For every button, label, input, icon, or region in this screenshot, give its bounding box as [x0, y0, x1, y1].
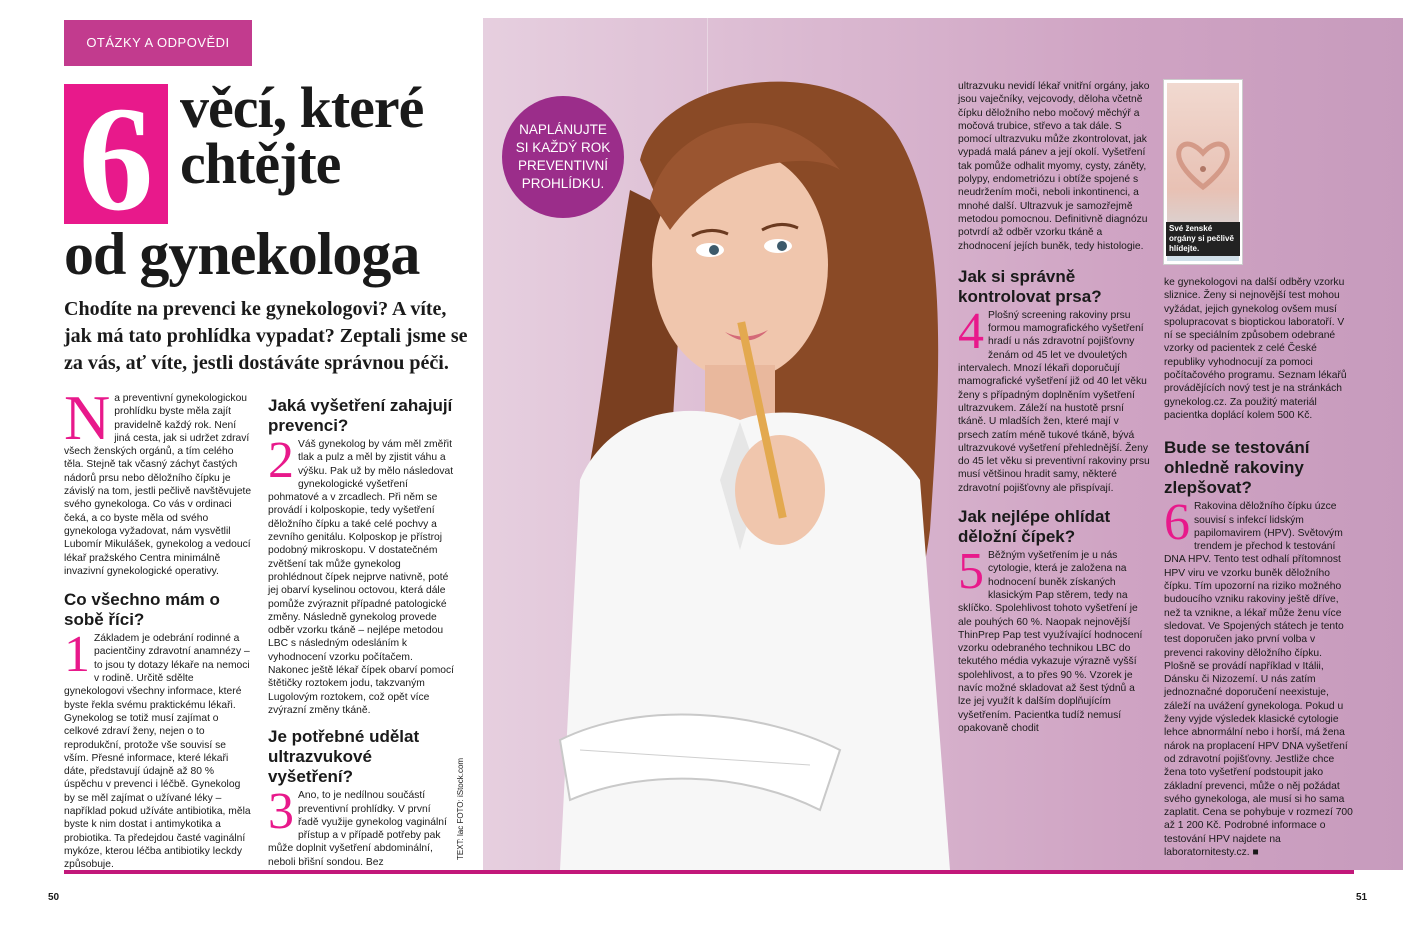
section-4-text: Plošný screening rakoviny prsu formou mamografického vyšetření hradí u nás zdravotní pojišťovny ženám od 45 let ve dvouletých intervalech. Mnozí lékaři doporučují mamografické vyšetření již od 40 let věku ženy s případným doplněním vyšetření ultrazvukem. Záleží na hustotě prsní tkáně. U mladších žen, které mají v prsech zatím méně tukové tkáně, bývá ultrazvukové vyšetření přehlednější. Ženy do 45 let věku si preventivní rakoviny prsu musí většinou hradit samy, některé zdravotní pojišťovny ale přispívají.	[958, 309, 1150, 494]
title-line-1: věcí, které chtějte	[180, 75, 424, 196]
column-4	[1164, 276, 1354, 859]
callout-text: NAPLÁNUJTE SI KAŽDÝ ROK PREVENTIVNÍ PROHLÍDKU.	[515, 122, 611, 191]
inset-caption: Své ženské orgány si pečlivě hlídejte.	[1166, 222, 1240, 256]
section-6-number: 6	[1164, 494, 1190, 552]
section-5-continued: ke gynekologovi na další odběry vzorku sliznice. Ženy si nejnovější test mohou vyžádat, jejich gynekolog ovšem musí spolupracovat s bioptickou laboratoří. V ní se speciálním způsobem odebrané vzorky od pacientek z celé České republiky vyhodnocují za pomoci počítačového programu. Seznam lékařů provádějících nový test je na stránkách gynekolog.cz. Za použitý materiál pacientka doplácí kolem 500 Kč.	[1164, 277, 1347, 421]
section-5-text: Běžným vyšetřením je u nás cytologie, která je založena na hodnocení buněk získaných klasickým Pap stěrem, tedy na sklíčko. Spolehlivost tohoto vyšetření je ale pouhých 60 %. Naopak nejnovější ThinPrep Pap test využívající hodnocení vzorku odebraného technikou LBC do tekutého média vykazuje výrazně vyšší spolehlivost, a to přes 90 %. Vzorek je navíc možné skladovat až šest týdnů a lze jej využít k dalším doplňujícím vyšetřením. Pacientka tudíž nemusí opakovaně chodit	[958, 550, 1143, 734]
section-5-heading: Jak nejlépe ohlídat děložní čípek?	[958, 507, 1111, 547]
section-2-body	[268, 432, 455, 717]
title-line-2: od gynekologa	[64, 221, 420, 287]
intro-text: a preventivní gynekologickou prohlídku byste měla zajít pravidelně každý rok. Není jiná cesta, jak si udržet zdraví všech ženských orgánů, a tím celého těla. Stejně tak včasný záchyt častých nádorů prsu nebo děložního čípku je závislý na tom, jestli pečlivě navštěvujete svého gynekologa. Co vás v ordinaci čeká, a co byste měla od svého gynekologa vyžadovat, nám vysvětlil Lubomír Mikulášek, gynekolog a vedoucí lékař pražského Centra minimálně invazivní gynekologické operativy.	[64, 393, 252, 577]
page-number-left: 50	[48, 892, 60, 903]
section-1-number: 1	[64, 626, 90, 684]
section-2-number: 2	[268, 432, 294, 489]
column-1	[64, 382, 252, 872]
section-5-body	[958, 543, 1150, 735]
column-2	[268, 396, 454, 869]
section-2-heading: Jaká vyšetření zahajují prevenci?	[268, 396, 453, 435]
intro-paragraph	[64, 382, 252, 578]
drop-cap: N	[64, 382, 111, 453]
section-2-text: Váš gynekolog by vám měl změřit tlak a pulz a měl by zjistit váhu a výšku. Pak už by mělo následovat gynekologické vyšetření pohmatové a v zrcadlech. Při něm se provádí i kolposkopie, tedy vyšetření děložního čípku a také celé pochvy a zevního genitálu. Kolposkop je přístroj podobný mikroskopu. V dostatečném zvětšení tak může gynekolog prohlédnout čípek nejprve nativně, poté jej obarví kyselinou octovou, která dále pomůže zvýraznit případné patologické změny. Následně gynekolog provede odběr vzorku tkáně – nejlépe metodou LBC s následným odesláním k vyhodnocení vzorku počítačem. Nakonec ještě lékař čípek obarví pomocí štětičky roztokem jodu, takzvaným Lugolovým roztokem, což opět více zvýrazní změny tkáně.	[268, 439, 455, 716]
section-6-text: Rakovina děložního čípku úzce souvisí s infekcí lidským papilomavirem (HPV). Světovým trendem je přechod k testování DNA HPV. Tento test odhalí přítomnost HPV viru ve vzorku buněk děložního čípku. Tím upozorní na riziko možného budoucího vzniku rakoviny ještě dříve, než ta vznikne, a lékař může ženu více sledovat. Ve Spojených státech je tento test doporučen jako první volba v prevenci rakoviny děložního čípku. Plošně se provádí například v Itálii, Dánsku či Nizozemí. U nás zatím jednoznačné doporučení neexistuje, záleží na uvážení gynekologa. Pokud u ženy vyjde výsledek klasické cytologie lehce abnormální nebo i horší, má žena nárok na proplacení HPV DNA vyšetření od zdravotní pojišťovny. Jestliže chce žena toto vyšetření podstoupit jako základní prevenci, může o něj požádat svého gynekologa, ale musí si ho sama zaplatit. Cena se pohybuje v rozmezí 700 až 1 200 Kč. Podrobné informace o testování HPV najdete na laboratornitesty.cz. ■	[1164, 501, 1353, 858]
section-5-number: 5	[958, 543, 984, 601]
section-1-text: Základem je odebrání rodinné a pacientčiny zdravotní anamnézy – to jsou ty dotazy lékaře na nemoci v rodině. Určitě sdělte gynekologovi všechny informace, které byste řekla svému praktickému lékaři. Gynekolog se totiž musí zajímat o celkové zdraví ženy, nejen o to reprodukční, protože vše souvisí se vším. Přesné informace, které lékaři dáte, představují údajně až 80 % úspěchu v prevenci i léčbě. Gynekolog by se měl zajímat o užívané léky – například pokud užíváte antibiotika, měla byste k nim dostat i antimykotika a probiotika. Ta předejdou časté vaginální mykóze, kterou léčba antibiotiky leckdy způsobuje.	[64, 633, 251, 871]
category-tag: OTÁZKY A ODPOVĚDI	[64, 20, 252, 66]
section-3-text: Ano, to je nedílnou součástí preventivní prohlídky. V první řadě využije gynekolog vaginální přístup a v případě potřeby pak může doplnit vyšetření abdominální, neboli břišní sondou. Bez	[268, 790, 447, 868]
section-4-body	[958, 302, 1150, 495]
photo-credit: TEXT: lac FOTO: iStock.com	[456, 757, 465, 860]
column-3	[958, 80, 1150, 735]
section-4-number: 4	[958, 302, 984, 360]
section-3-number: 3	[268, 783, 294, 841]
section-6-heading: Bude se testování ohledně rakoviny zlepšovat?	[1164, 438, 1310, 498]
bottom-rule	[64, 870, 1354, 874]
section-1-body	[64, 626, 252, 871]
section-3-continued: ultrazvuku nevidí lékař vnitřní orgány, jako jsou vaječníky, vejcovody, děloha včetně čípku děložního nebo močový měchýř a močová trubice, střevo a tak dále. S pomocí ultrazvuku může zkontrolovat, jak vypadá malá pánev a její okolí. Vyšetření tak pomůže odhalit myomy, cysty, záněty, polypy, endometriózu i obtíže spojené s neudržením moči, neboli inkontinenci, a mnohé další. Ultrazvuk je samozřejmě metodou pomocnou. Definitivně diagnózu potvrdí až odběr vzorku tkáně a zhodnocení jejích buněk, tedy histologie.	[958, 81, 1150, 252]
title-number: 6	[64, 84, 168, 224]
lead-paragraph: Chodíte na prevenci ke gynekologovi? A víte, jak má tato prohlídka vypadat? Zeptali jsme se za vás, ať víte, jestli dostáváte správnou péči.	[64, 298, 468, 374]
section-6-body	[1164, 494, 1354, 859]
section-1-heading: Co všechno mám o sobě říci?	[64, 590, 220, 630]
section-4-heading: Jak si správně kontrolovat prsa?	[958, 266, 1102, 306]
callout-circle	[502, 96, 624, 218]
page-number-right: 51	[1356, 892, 1368, 903]
section-3-heading: Je potřebné udělat ultrazvukové vyšetření?	[268, 727, 420, 787]
section-3-body	[268, 783, 454, 869]
